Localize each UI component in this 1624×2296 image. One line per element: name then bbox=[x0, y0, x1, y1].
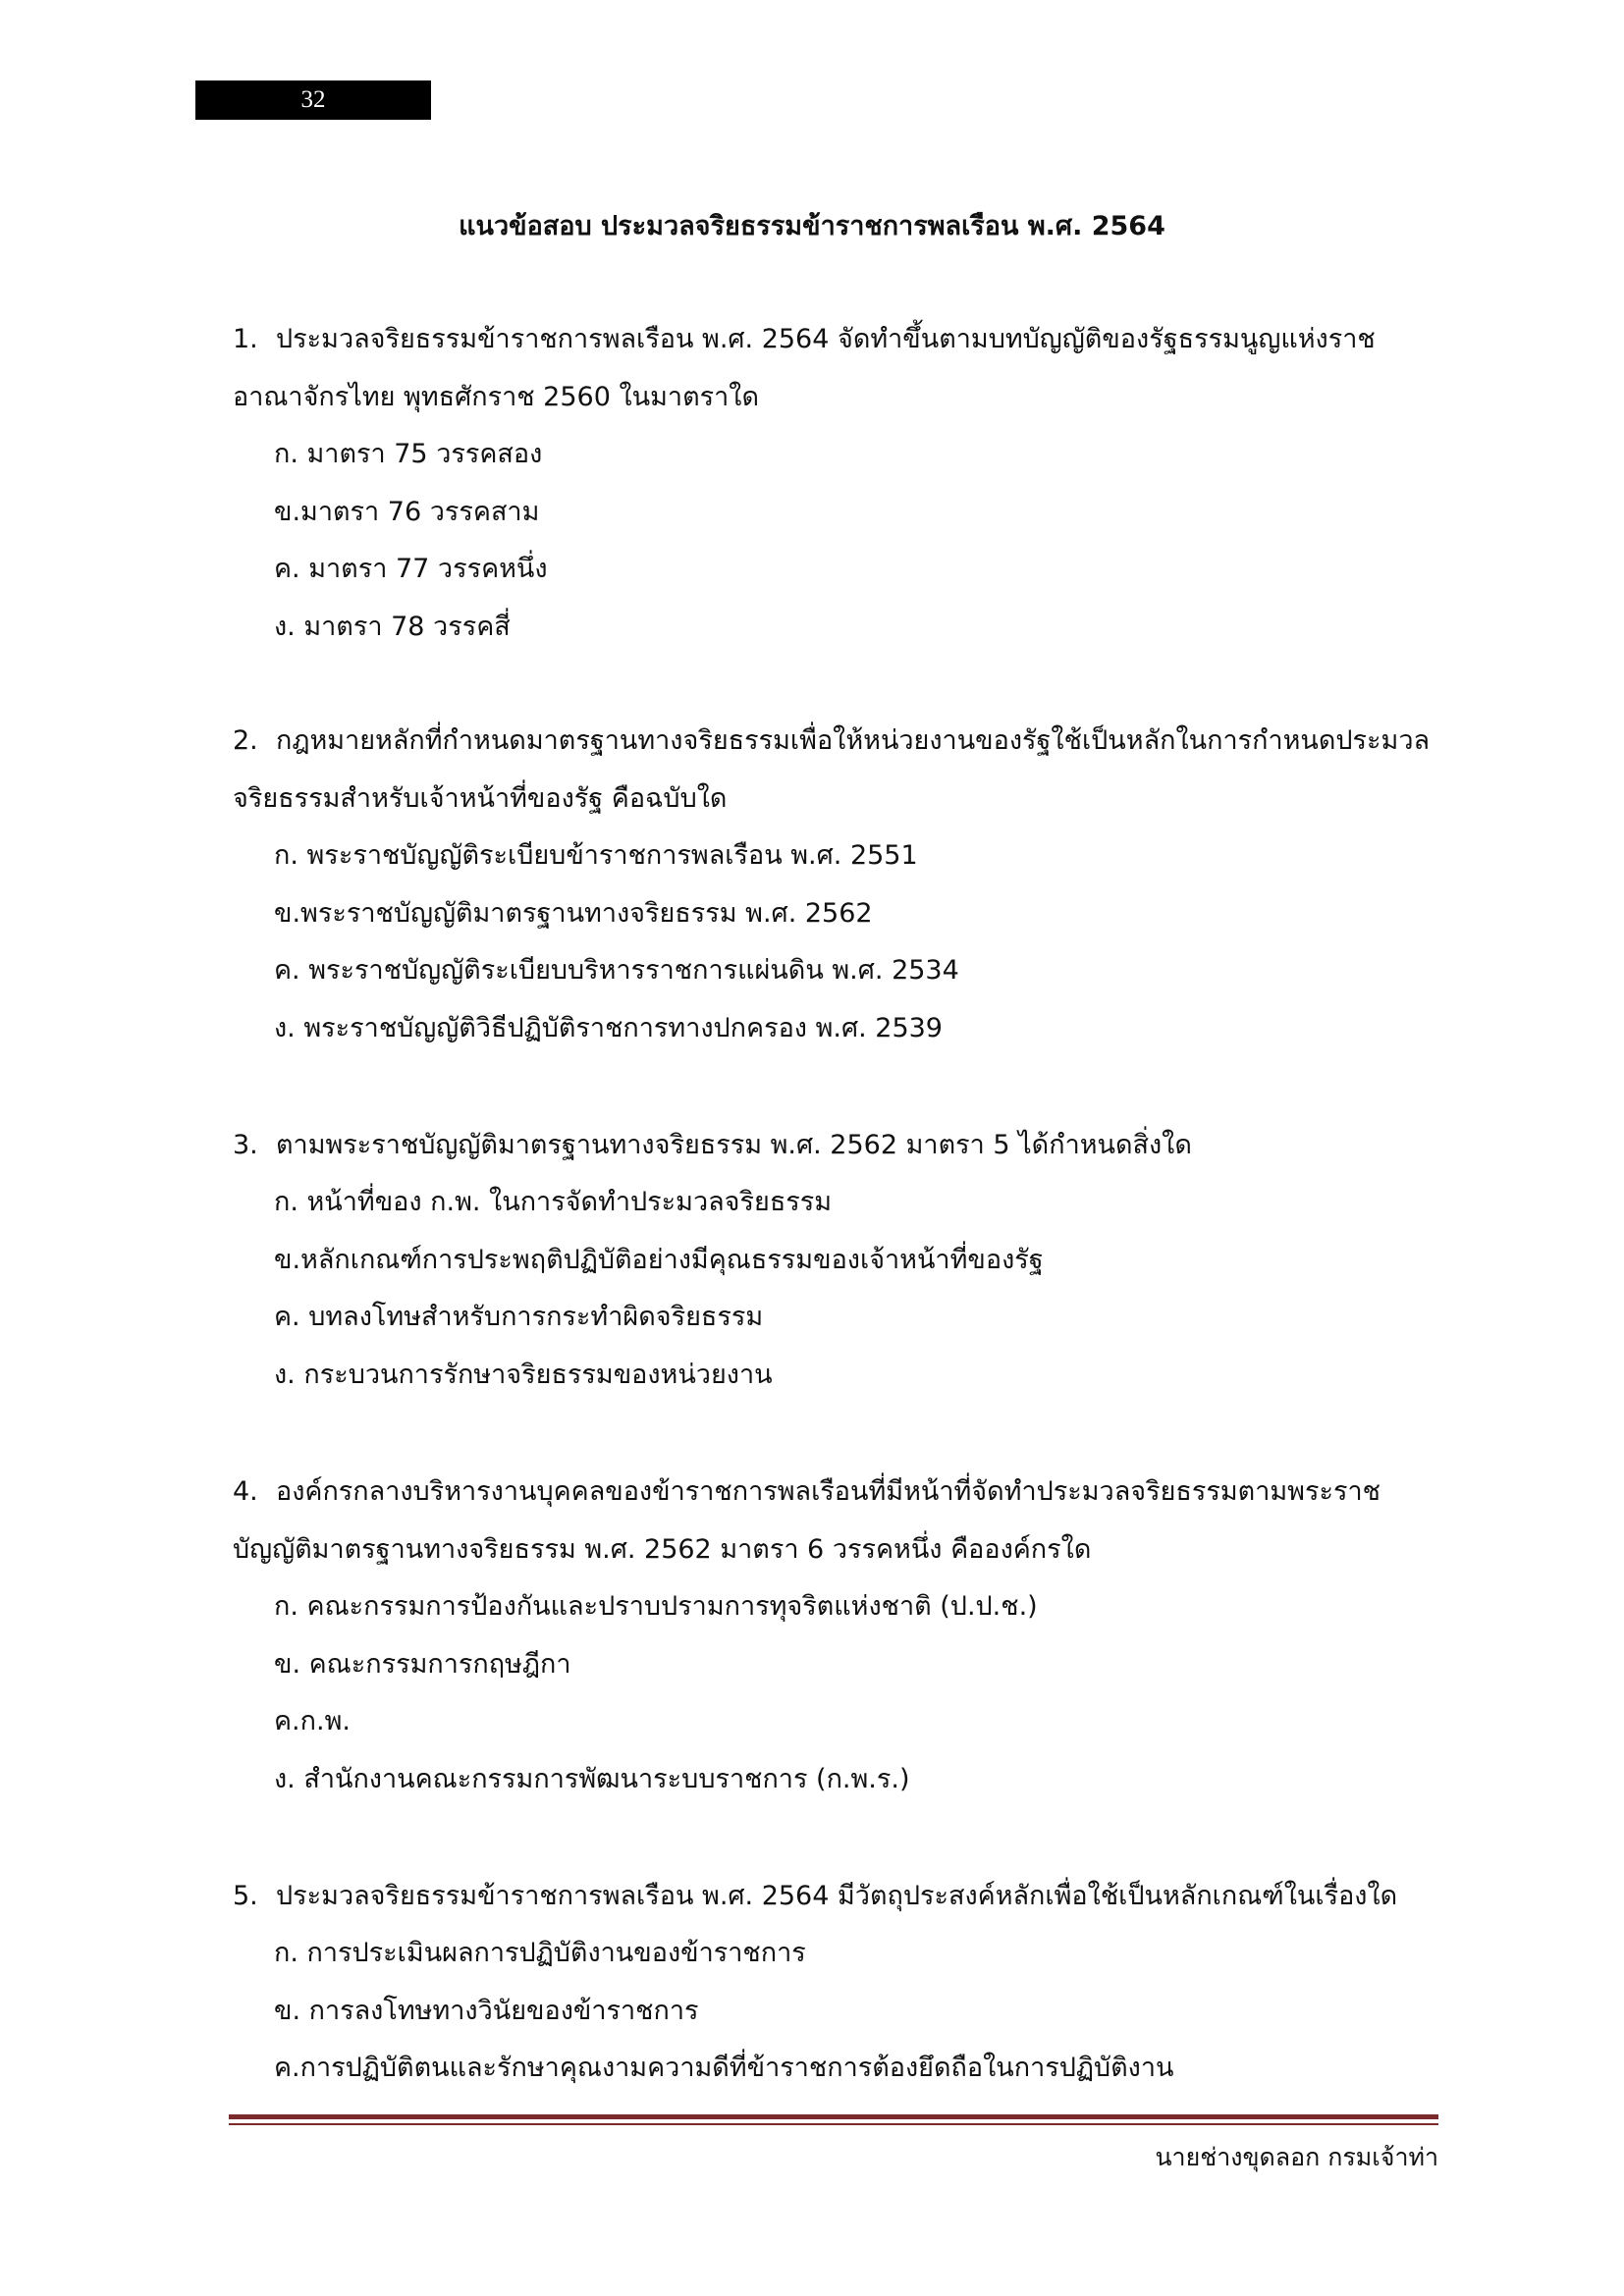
question-text bbox=[233, 1867, 1450, 1925]
choice-b: ข.มาตรา 76 วรรคสาม bbox=[274, 496, 540, 527]
choice-a: ก. หน้าที่ของ ก.พ. ในการจัดทำประมวลจริยธรรม bbox=[274, 1187, 833, 1217]
choice-c: ค. บทลงโทษสำหรับการกระทำผิดจริยธรรม bbox=[274, 1302, 764, 1333]
question-body: องค์กรกลางบริหารงานบุคคลของข้าราชการพลเรือนที่มีหน้าที่จัดทำประมวลจริยธรรมตามพระราชบัญญัติมาตรฐานทางจริยธรรม พ.ศ. 2562 มาตรา 6 วรรคหนึ่ง คือองค์กรใด bbox=[233, 1476, 1380, 1565]
question-body: กฎหมายหลักที่กำหนดมาตรฐานทางจริยธรรมเพื่อให้หน่วยงานของรัฐใช้เป็นหลักในการกำหนดประมวลจริยธรรมสำหรับเจ้าหน้าที่ของรัฐ คือฉบับใด bbox=[233, 725, 1431, 814]
question-text bbox=[233, 712, 1450, 828]
question-number: 4. bbox=[233, 1476, 258, 1507]
question-1 bbox=[233, 310, 1450, 656]
question-text bbox=[233, 1116, 1450, 1174]
choice-b: ข.หลักเกณฑ์การประพฤติปฏิบัติอย่างมีคุณธรรมของเจ้าหน้าที่ของรัฐ bbox=[274, 1244, 1044, 1275]
choice-a: ก. การประเมินผลการปฏิบัติงานของข้าราชการ bbox=[274, 1938, 806, 1968]
choice-b: ข. คณะกรรมการกฤษฎีกา bbox=[274, 1648, 571, 1680]
footer-text: นายช่างขุดลอก กรมเจ้าท่า bbox=[1155, 2143, 1438, 2171]
page-title: แนวข้อสอบ ประมวลจริยธรรมข้าราชการพลเรือน พ.ศ. 2564 bbox=[459, 211, 1165, 241]
choice-c: ค.ก.พ. bbox=[274, 1706, 351, 1737]
choice-d: ง. กระบวนการรักษาจริยธรรมของหน่วยงาน bbox=[274, 1359, 773, 1390]
choice-a: ก. พระราชบัญญัติระเบียบข้าราชการพลเรือน พ.ศ. 2551 bbox=[274, 840, 918, 871]
question-2 bbox=[233, 712, 1450, 1057]
page-number-badge bbox=[195, 80, 431, 120]
question-body: ตามพระราชบัญญัติมาตรฐานทางจริยธรรม พ.ศ. 2562 มาตรา 5 ได้กำหนดสิ่งใด bbox=[276, 1130, 1192, 1160]
choice-c: ค. พระราชบัญญัติระเบียบบริหารราชการแผ่นดิน พ.ศ. 2534 bbox=[274, 955, 959, 987]
question-text bbox=[233, 310, 1450, 426]
footer-divider-thin bbox=[229, 2123, 1438, 2125]
question-text bbox=[233, 1463, 1450, 1578]
question-number: 5. bbox=[233, 1881, 258, 1911]
choice-b: ข.พระราชบัญญัติมาตรฐานทางจริยธรรม พ.ศ. 2562 bbox=[274, 897, 873, 929]
page-number: 32 bbox=[300, 86, 326, 113]
question-number: 3. bbox=[233, 1130, 258, 1160]
question-4 bbox=[233, 1463, 1450, 1808]
footer-divider-thick bbox=[229, 2114, 1438, 2119]
choice-d: ง. สำนักงานคณะกรรมการพัฒนาระบบราชการ (ก.พ.ร.) bbox=[274, 1763, 910, 1794]
choice-a: ก. คณะกรรมการป้องกันและปราบปรามการทุจริตแห่งชาติ (ป.ป.ช.) bbox=[274, 1591, 1038, 1622]
question-5 bbox=[233, 1867, 1450, 2098]
question-body: ประมวลจริยธรรมข้าราชการพลเรือน พ.ศ. 2564 มีวัตถุประสงค์หลักเพื่อใช้เป็นหลักเกณฑ์ในเรื่องใด bbox=[276, 1881, 1398, 1911]
choice-d: ง. พระราชบัญญัติวิธีปฏิบัติราชการทางปกครอง พ.ศ. 2539 bbox=[274, 1012, 943, 1043]
choice-a: ก. มาตรา 75 วรรคสอง bbox=[274, 439, 543, 469]
choice-d: ง. มาตรา 78 วรรคสี่ bbox=[274, 611, 511, 642]
choice-c: ค.การปฏิบัติตนและรักษาคุณงามความดีที่ข้าราชการต้องยึดถือในการปฏิบัติงาน bbox=[274, 2053, 1174, 2084]
question-number: 2. bbox=[233, 725, 258, 756]
choice-c: ค. มาตรา 77 วรรคหนึ่ง bbox=[274, 554, 548, 585]
question-3 bbox=[233, 1116, 1450, 1404]
choice-b: ข. การลงโทษทางวินัยของข้าราชการ bbox=[274, 1995, 699, 2026]
question-body: ประมวลจริยธรรมข้าราชการพลเรือน พ.ศ. 2564 จัดทำขึ้นตามบทบัญญัติของรัฐธรรมนูญแห่งราชอาณาจักรไทย พุทธศักราช 2560 ในมาตราใด bbox=[233, 324, 1376, 412]
question-number: 1. bbox=[233, 324, 258, 354]
